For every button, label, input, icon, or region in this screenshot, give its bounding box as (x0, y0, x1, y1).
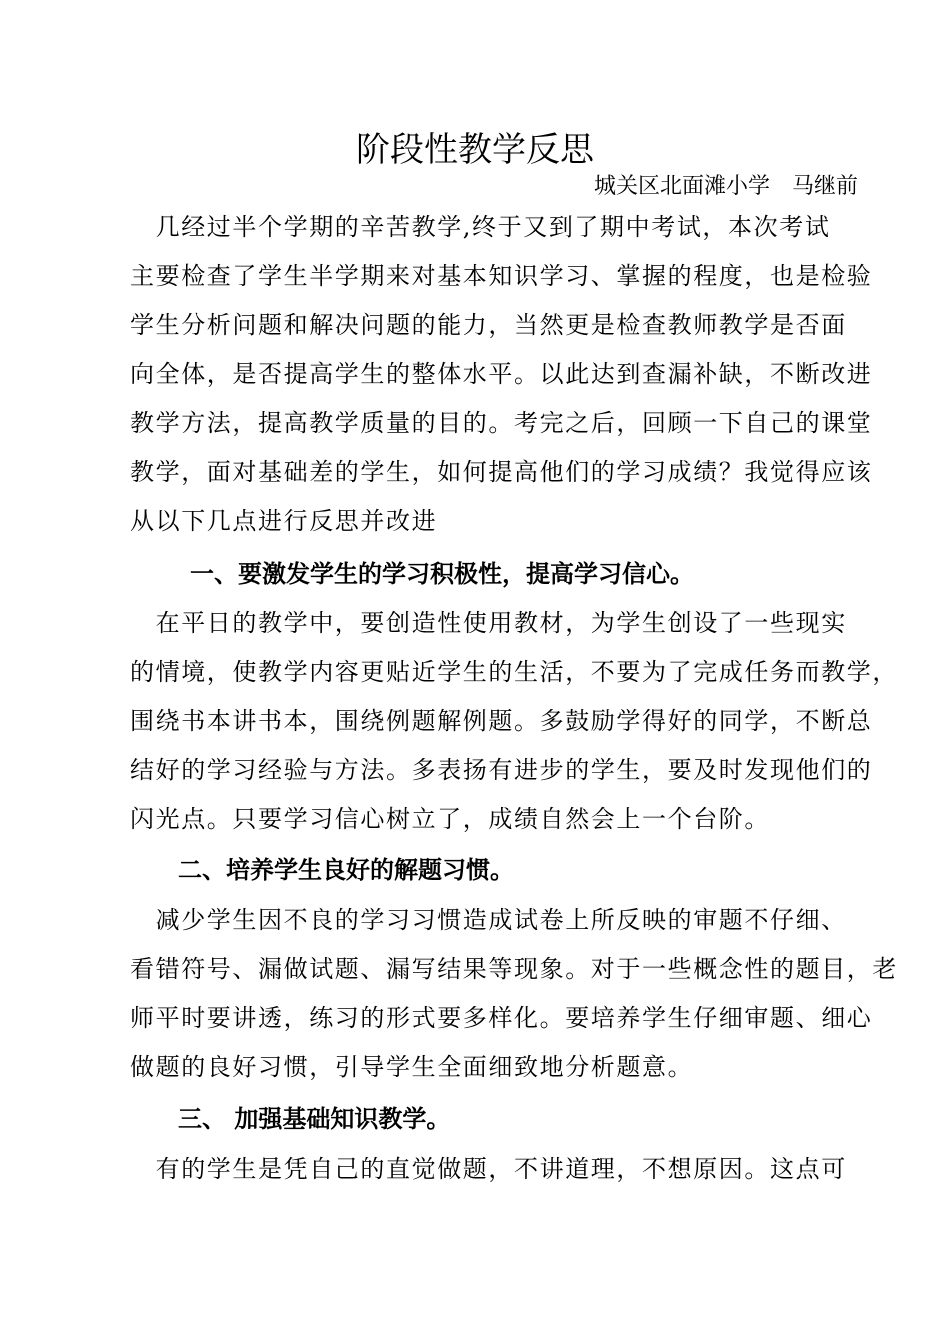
section1-line: 闪光点。只要学习信心树立了，成绩自然会上一个台阶。 (130, 805, 770, 833)
intro-line: 主要检查了学生半学期来对基本知识学习、掌握的程度，也是检验 (130, 262, 873, 290)
intro-line: 向全体，是否提高学生的整体水平。以此达到查漏补缺，不断改进 (130, 360, 873, 388)
intro-line: 几经过半个学期的辛苦教学,终于又到了期中考试，本次考试 (130, 213, 831, 241)
intro-line: 教学方法，提高教学质量的目的。考完之后，回顾一下自己的课堂 (130, 409, 873, 437)
section2-line: 做题的良好习惯，引导学生全面细致地分析题意。 (130, 1053, 694, 1081)
section1-line: 结好的学习经验与方法。多表扬有进步的学生，要及时发现他们的 (130, 756, 873, 784)
intro-line: 学生分析问题和解决问题的能力，当然更是检查教师教学是否面 (130, 311, 847, 339)
section1-line: 围绕书本讲书本，围绕例题解例题。多鼓励学得好的同学，不断总 (130, 707, 873, 735)
document-author: 城关区北面滩小学 马继前 (593, 174, 858, 199)
document-title: 阶段性教学反思 (356, 130, 594, 170)
intro-line: 教学，面对基础差的学生，如何提高他们的学习成绩？我觉得应该 (130, 458, 873, 486)
section2-line: 减少学生因不良的学习习惯造成试卷上所反映的审题不仔细、 (130, 906, 847, 934)
section2-line: 师平时要讲透，练习的形式要多样化。要培养学生仔细审题、细心 (130, 1004, 873, 1032)
intro-line: 从以下几点进行反思并改进 (130, 507, 438, 535)
section1-line: 的情境，使教学内容更贴近学生的生活，不要为了完成任务而教学， (130, 658, 898, 686)
section-heading-1: 一、要激发学生的学习积极性，提高学习信心。 (190, 560, 694, 588)
section1-line: 在平日的教学中，要创造性使用教材，为学生创设了一些现实 (130, 609, 847, 637)
section-heading-2: 二、培养学生良好的解题习惯。 (178, 856, 514, 884)
section2-line: 看错符号、漏做试题、漏写结果等现象。对于一些概念性的题目，老 (130, 955, 898, 983)
section3-line: 有的学生是凭自己的直觉做题，不讲道理，不想原因。这点可 (130, 1155, 847, 1183)
section-heading-3: 三、 加强基础知识教学。 (178, 1105, 451, 1133)
